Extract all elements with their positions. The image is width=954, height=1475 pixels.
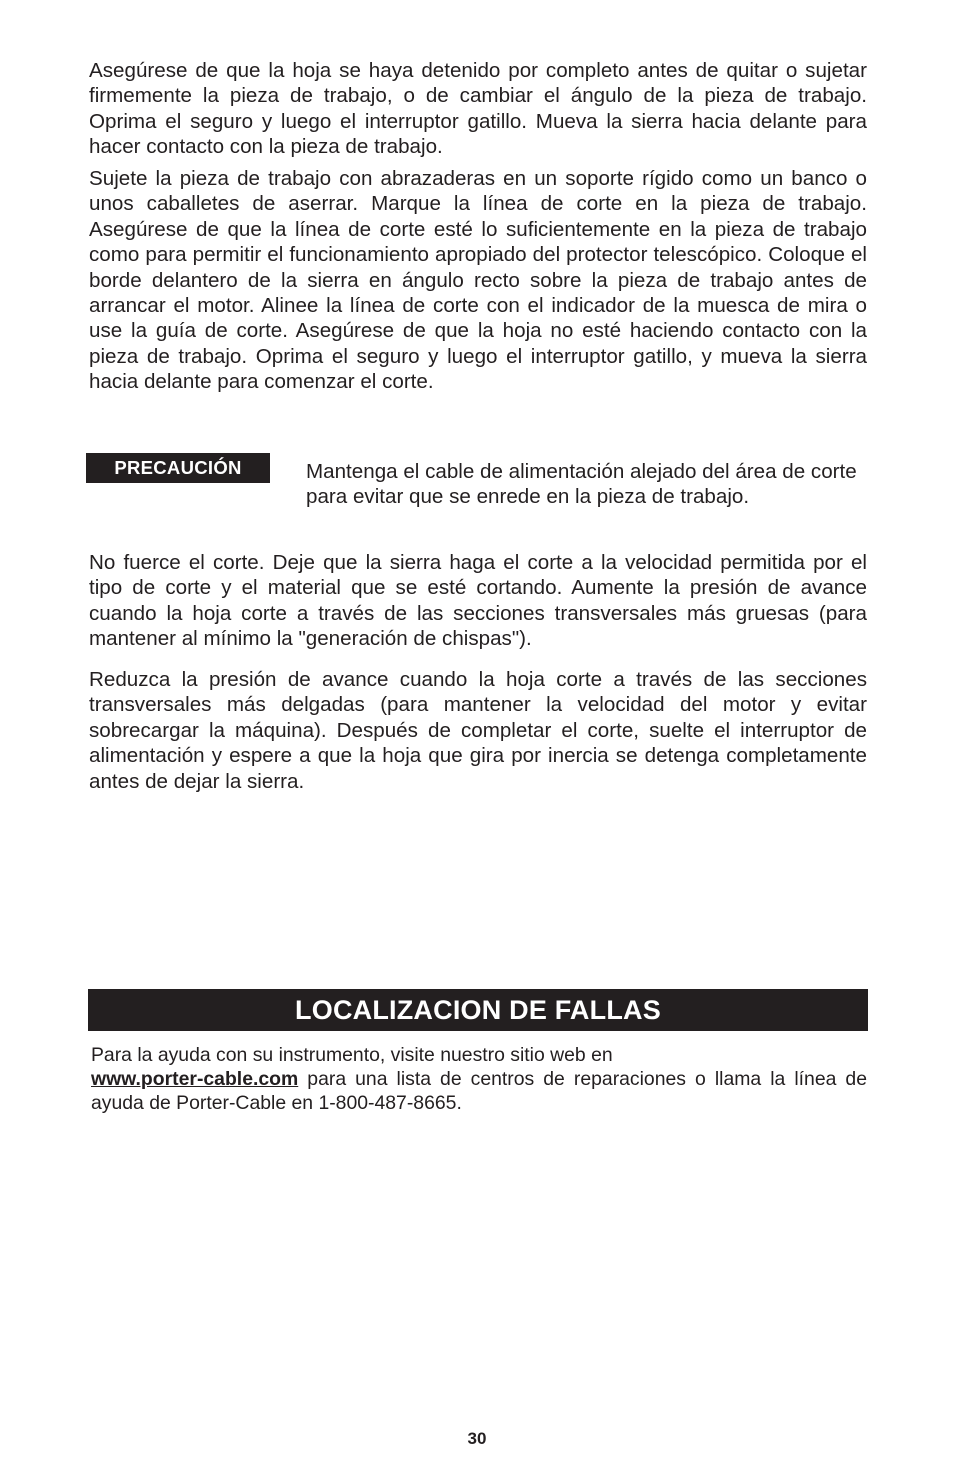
help-intro: Para la ayuda con su instrumento, visite nuestro sitio web en — [91, 1044, 613, 1066]
body-paragraph-2: Sujete la pieza de trabajo con abrazaderas en un soporte rígido como un banco o unos caballetes de aserrar. Marque la línea de corte en la pieza de trabajo. Asegúrese de que la línea de corte esté lo suficientemente en la pieza de trabajo como para permitir el funcionamiento apropiado del protector telescópico. Coloque el borde delantero de la sierra en ángulo recto sobre la pieza de trabajo antes de arrancar el motor. Alinee la línea de corte con el indicador de la muesca de mira o use la guía de corte. Asegúrese de que la hoja no esté haciendo contacto con la pieza de trabajo. Oprima el seguro y luego el interruptor gatillo, y mueva la sierra hacia delante para comenzar el corte. — [89, 167, 867, 394]
caution-text: Mantenga el cable de alimentación alejado del área de corte para evitar que se enrede en la pieza de trabajo. — [306, 460, 857, 509]
website-link[interactable]: www.porter-cable.com — [91, 1068, 299, 1090]
body-paragraph-4: Reduzca la presión de avance cuando la hoja corte a través de las secciones transversales más delgadas (para mantener la velocidad del motor y evitar sobrecargar la máquina). Después de completar el corte, suelte el interruptor de alimentación y espere a que la hoja que gira por inercia se detenga completamente antes de dejar la sierra. — [89, 668, 867, 793]
help-rest-text: para una lista de centros de reparaciones o llama la línea de ayuda de Porter-Cable en 1-800-487-8665. — [91, 1068, 867, 1114]
page-number: 30 — [467, 1429, 487, 1448]
body-paragraph-3: No fuerce el corte. Deje que la sierra haga el corte a la velocidad permitida por el tipo de corte y el material que se esté cortando. Aumente la presión de avance cuando la hoja corte a través de las secciones transversales más gruesas (para mantener al mínimo la "generación de chispas"). — [89, 551, 867, 651]
caution-label: PRECAUCIÓN — [86, 453, 270, 483]
body-paragraph-1: Asegúrese de que la hoja se haya detenido por completo antes de quitar o sujetar firmemente la pieza de trabajo, o de cambiar el ángulo de la pieza de trabajo. Oprima el seguro y luego el interruptor gatillo. Mueva la sierra hacia delante para hacer contacto con la pieza de trabajo. — [89, 59, 867, 159]
troubleshooting-header: LOCALIZACION DE FALLAS — [88, 989, 868, 1031]
help-text — [91, 1067, 867, 1115]
